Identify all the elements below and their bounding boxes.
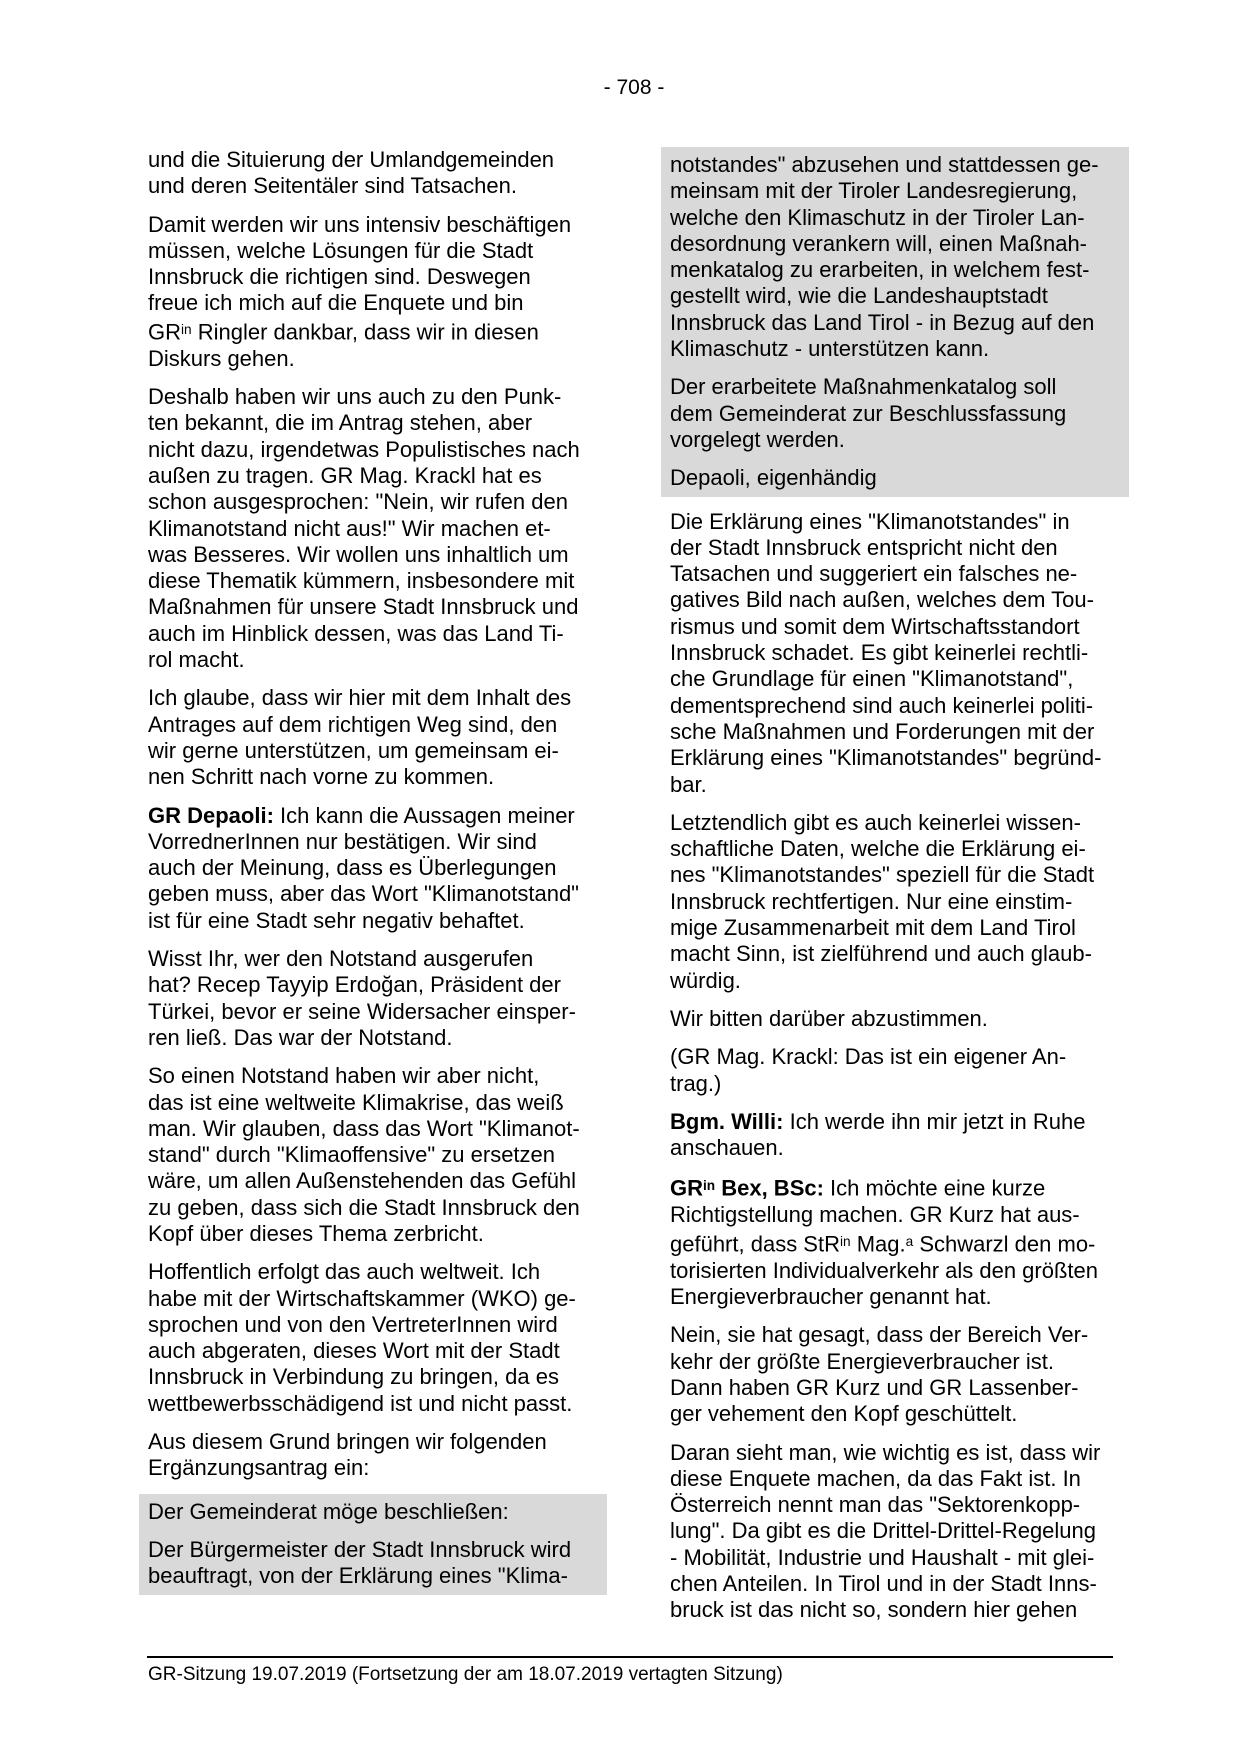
- paragraph: So einen Notstand haben wir aber nicht, das ist eine weltweite Klimakrise, das weiß man. Wir glauben, dass das Wort "Klimanot- stand" durch "Klimaoffensive" zu ersetzen wäre, um allen Außenstehenden das Gefühl zu geben, dass sich die Stadt Innsbruck den Kopf über dieses Thema zerbricht.: [148, 1063, 580, 1246]
- paragraph: Der Bürgermeister der Stadt Innsbruck wird beauftragt, von der Erklärung eines "Klima-: [148, 1536, 572, 1589]
- paragraph: Nein, sie hat gesagt, dass der Bereich Ver- kehr der größte Energieverbraucher ist. Dann haben GR Kurz und GR Lassenber- ger vehement den Kopf geschüttelt.: [670, 1322, 1089, 1427]
- highlighted-motion-block: [139, 1494, 607, 1595]
- paragraph: (GR Mag. Krackl: Das ist ein eigener An- trag.): [670, 1044, 1067, 1096]
- superscript: in: [839, 1233, 851, 1249]
- highlighted-motion-block: [661, 147, 1129, 497]
- paragraph: Hoffentlich erfolgt das auch weltweit. Ich habe mit der Wirtschaftskammer (WKO) ge- sprochen und von den VertreterInnen wird auch abgeraten, dieses Wort mit der Stadt Innsbruck in Verbindung zu bringen, da es wettbewerbsschädigend ist und nicht passt.: [148, 1259, 576, 1416]
- paragraph: Aus diesem Grund bringen wir folgenden Ergänzungsantrag ein:: [148, 1429, 547, 1481]
- text-block: [148, 147, 598, 1482]
- paragraph: GR Depaoli: Ich kann die Aussagen meiner VorrednerInnen nur bestätigen. Wir sind auch der Meinung, dass es Überlegungen geben muss, aber das Wort "Klimanotstand" ist für eine Stadt sehr negativ behaftet.: [148, 802, 579, 933]
- page-number: - 708 -: [603, 76, 665, 99]
- paragraph: Deshalb haben wir uns auch zu den Punk- ten bekannt, die im Antrag stehen, aber nicht dazu, irgendetwas Populistisches nach außen zu tragen. GR Mag. Krackl hat es schon ausgesprochen: "Nein, wir rufen den Klimanotstand nicht aus!" Wir machen et- was Besseres. Wir wollen uns inhaltlich um diese Thematik kümmern, insbesondere mit Maßnahmen für unsere Stadt Innsbruck und auch im Hinblick dessen, was das Land Ti- rol macht.: [148, 384, 580, 673]
- speaker-label: GR: [670, 1176, 703, 1202]
- right-column: [670, 147, 1120, 1636]
- paragraph: Bgm. Willi: Ich werde ihn mir jetzt in Ruhe anschauen.: [670, 1108, 1086, 1161]
- paragraph: Wisst Ihr, wer den Notstand ausgerufen hat? Recep Tayyip Erdoğan, Präsident der Türkei, bevor er seine Widersacher einsper- ren ließ. Das war der Notstand.: [148, 946, 576, 1050]
- paragraph: Ich glaube, dass wir hier mit dem Inhalt des Antrages auf dem richtigen Weg sind, den wir gerne unterstützen, um gemeinsam ei- nen Schritt nach vorne zu kommen.: [148, 685, 572, 790]
- paragraph: $GR^{in}$ Bex, BSc: Ich möchte eine kurze Richtigstellung machen. GR Kurz hat aus- geführt, dass StR$^{in}$ Mag.$^a$ Schwarzl den mo- torisierten Individualverkehr als den größten Energieverbraucher genannt hat.: [670, 1176, 1099, 1310]
- left-column: [148, 147, 598, 1607]
- paragraph: Der erarbeitete Maßnahmenkatalog soll dem Gemeinderat zur Beschlussfassung vorgelegt werden.: [670, 374, 1067, 452]
- paragraph: und die Situierung der Umlandgemeinden und deren Seitentäler sind Tatsachen.: [148, 147, 555, 199]
- paragraph: Damit werden wir uns intensiv beschäftigen müssen, welche Lösungen für die Stadt Innsbruck die richtigen sind. Deswegen freue ich mich auf die Enquete und bin $GR^{in}$ Ringler dankbar, dass wir in diesen Diskurs gehen.: [148, 211, 572, 371]
- speaker-label: GR Depaoli:: [148, 802, 274, 828]
- paragraph: Depaoli, eigenhändig: [670, 465, 877, 491]
- superscript: in: [703, 1178, 716, 1194]
- paragraph: Letztendlich gibt es auch keinerlei wissen- schaftliche Daten, welche die Erklärung ei- nes "Klimanotstandes" speziell für die Stadt Innsbruck rechtfertigen. Nur eine einstim- mige Zusammenarbeit mit dem Land Tirol macht Sinn, ist zielführend und auch glaub- würdig.: [670, 809, 1095, 993]
- paragraph: Die Erklärung eines "Klimanotstandes" in der Stadt Innsbruck entspricht nicht den Tatsachen und suggeriert ein falsches ne- gatives Bild nach außen, welches dem Tou- rismus und somit dem Wirtschaftsstandort Innsbruck schadet. Es gibt keinerlei rechtli- che Grundlage für einen "Klimanotstand", dementsprechend sind auch keinerlei politi- sche Maßnahmen und Forderungen mit der Erklärung eines "Klimanotstandes" begründ- bar.: [670, 508, 1102, 797]
- footer-text: GR-Sitzung 19.07.2019 (Fortsetzung der am 18.07.2019 vertagten Sitzung): [148, 1664, 783, 1685]
- paragraph: Der Gemeinderat möge beschließen:: [148, 1498, 509, 1524]
- superscript: a: [905, 1233, 914, 1249]
- footer-rule: [147, 1656, 1113, 1658]
- superscript: in: [181, 321, 192, 337]
- paragraph: Wir bitten darüber abzustimmen.: [670, 1005, 988, 1031]
- speaker-label: Bex, BSc:: [715, 1176, 824, 1202]
- paragraph: notstandes" abzusehen und stattdessen ge- meinsam mit der Tiroler Landesregierung, welche den Klimaschutz in der Tiroler Lan- desordnung verankern will, einen Maßnah- menkatalog zu erarbeiten, in welchem fest- gestellt wird, wie die Landeshauptstadt Innsbruck das Land Tirol - in Bezug auf den Klimaschutz - unterstützen kann.: [670, 152, 1099, 362]
- speaker-label: Bgm. Willi:: [670, 1108, 784, 1134]
- text-block: [670, 509, 1120, 1624]
- paragraph: Daran sieht man, wie wichtig es ist, dass wir diese Enquete machen, da das Fakt ist. In Österreich nennt man das "Sektorenkopp- lung". Da gibt es die Drittel-Drittel-Regelung - Mobilität, Industrie und Haushalt - mit glei- chen Anteilen. In Tirol und in der Stadt Inns- bruck ist das nicht so, sondern hier gehen: [670, 1439, 1101, 1623]
